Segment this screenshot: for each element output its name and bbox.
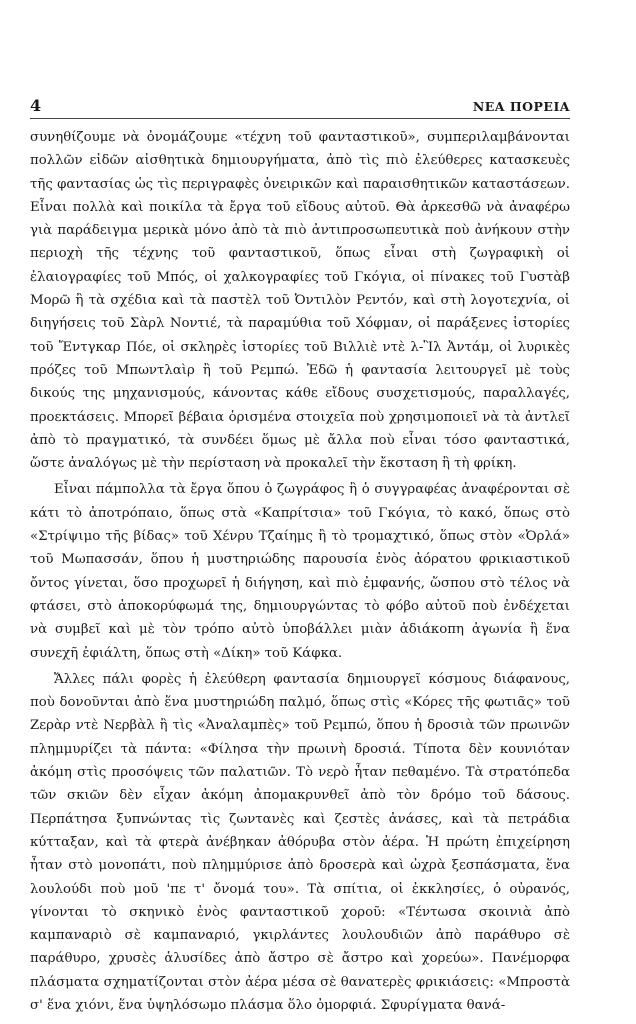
page-number: 4 — [30, 96, 42, 115]
paragraph-2: Εἶναι πάμπολλα τὰ ἔργα ὅπου ὁ ζωγράφος ἢ ὁ συγγραφέας ἀναφέρονται σὲ κάτι τὸ ἀποτρόπαιο, ὅπως στὰ «Καπρίτσια» τοῦ Γκόγια, τὸ κακό, ὅπως στὸ «Στρίψιμο τῆς βίδας» τοῦ Χένρυ Τζαίημς ἢ τὸ τρομαχτικό, ὅπως στὸν «Ὀρλά» τοῦ Μωπασσάν, ὅπου ἡ μυστηριώδης παρουσία ἑνὸς ἀόρατου φρικιαστικοῦ ὄντος γίνεται, ὅσο προχωρεῖ ἡ διήγηση, καὶ πιὸ ἐμφανής, ὥσπου στὸ τέλος νὰ φτάσει, στὸ ἀποκορύφωμά της, δημιουργώντας τὸ φόβο αὐτοῦ ποὺ ἐνδέχεται νὰ συμβεῖ καὶ μὲ τὸν τρόπο αὐτὸ ὑποβάλλει μιὰν ἀδιάκοπη ἀγωνία ἢ ἕνα συνεχῆ ἐφιάλτη, ὅπως στὴ «Δίκη» τοῦ Κάφκα. — [30, 482, 570, 661]
article-body — [30, 126, 570, 1017]
journal-title: ΝΕΑ ΠΟΡΕΙΑ — [472, 99, 570, 114]
paragraph-1: συνηθίζουμε νὰ ὀνομάζουμε «τέχνη τοῦ φανταστικοῦ», συμπεριλαμβάνονται πολλῶν εἰδῶν αἰσθητικὰ δημιουργήματα, ἀπὸ τὶς πιὸ ἐλεύθερες κατασκευὲς τῆς φαντασίας ὡς τὶς περιγραφὲς ὀνειρικῶν καὶ παραισθητικῶν καταστάσεων. Εἶναι πολλὰ καὶ ποικίλα τὰ ἔργα τοῦ εἴδους αὐτοῦ. Θὰ ἀρκεσθῶ νὰ ἀναφέρω γιὰ παράδειγμα μερικὰ μόνο ἀπὸ τὰ πιὸ ἀντιπροσωπευτικὰ ποὺ ἀνήκουν στὴν περιοχὴ τῆς τέχνης τοῦ φανταστικοῦ, ὅπως εἶναι στὴ ζωγραφικὴ οἱ ἐλαιογραφίες τοῦ Μπός, οἱ χαλκογραφίες τοῦ Γκόγια, οἱ πίνακες τοῦ Γυστὰβ Μορῶ ἢ τὰ σχέδια καὶ τὰ παστὲλ τοῦ Ὀντιλὸν Ρεντόν, καὶ στὴ λογοτεχνία, οἱ διηγήσεις τοῦ Σὰρλ Νοντιέ, τὰ παραμύθια τοῦ Χόφμαν, οἱ παράξενες ἱστορίες τοῦ Ἔντγκαρ Πόε, οἱ σκληρὲς ἱστορίες τοῦ Βιλλιὲ ντὲ λ-Ἲλ Ἀντάμ, οἱ λυρικὲς πρόζες τοῦ Μπωντλαὶρ ἢ τοῦ Ρεμπώ. Ἐδῶ ἡ φαντασία λειτουργεῖ μὲ τοὺς δικούς της μηχανισμούς, κάνοντας κάθε εἴδους συσχετισμούς, παραλλαγές, προεκτάσεις. Μπορεῖ βέβαια ὁρισμένα στοιχεῖα ποὺ χρησιμοποιεῖ νὰ τὰ ἀντλεῖ ἀπὸ τὸ πραγματικό, τὰ συνδέει ὅμως μὲ ἄλλα ποὺ εἶναι τόσο φανταστικά, ὥστε ἀναλόγως μὲ τὴν περίσταση νὰ προκαλεῖ τὴν ἔκσταση ἢ τὴ φρίκη. — [30, 130, 570, 472]
paragraph-3: Ἄλλες πάλι φορὲς ἡ ἐλεύθερη φαντασία δημιουργεῖ κόσμους διάφανους, ποὺ δονοῦνται ἀπὸ ἕνα μυστηριώδη παλμό, ὅπως στὶς «Κόρες τῆς φωτιᾶς» τοῦ Ζερὰρ ντὲ Νερβὰλ ἢ τὶς «Ἀναλαμπὲς» τοῦ Ρεμπώ, ὅπου ἡ δροσιὰ τῶν πρωινῶν πλημμυρίζει τὰ πάντα: «Φίλησα τὴν πρωινὴ δροσιά. Τίποτα δὲν κουνιόταν ἀκόμη στὶς προσόψεις τῶν παλατιῶν. Τὸ νερὸ ἦταν πεθαμένο. Τὰ στρατόπεδα τῶν σκιῶν δὲν εἶχαν ἀκόμη ἀπομακρυνθεῖ ἀπὸ τὸν δρόμο τοῦ δάσους. Περπάτησα ξυπνώντας τὶς ζωντανὲς καὶ ζεστὲς ἀνάσες, καὶ τὰ πετράδια κύτταξαν, καὶ τὰ φτερὰ ἀνέβηκαν ἀθόρυβα στὸν ἀέρα. Ἡ πρώτη ἐπιχείρηση ἦταν στὸ μονοπάτι, ποὺ πλημμύρισε ἀπὸ δροσερὰ καὶ ὠχρὰ ξεσπάσματα, ἕνα λουλούδι ποὺ μοῦ 'πε τ' ὄνομά του». Τὰ σπίτια, οἱ ἐκκλησίες, ὁ οὐρανός, γίνονται τὸ σκηνικὸ ἑνὸς φανταστικοῦ χοροῦ: «Τέντωσα σκοινιὰ ἀπὸ καμπαναριὸ σὲ καμπαναριό, γκιρλάντες λουλουδιῶν ἀπὸ παράθυρο σὲ παράθυρο, χρυσὲς ἁλυσίδες ἀπὸ ἄστρο σὲ ἄστρο καὶ χορεύω». Πανέμορφα πλάσματα σχηματίζονται στὸν ἀέρα μέσα σὲ θανατερὲς φρικιάσεις: «Μπροστὰ σ' ἕνα χιόνι, ἕνα ὑψηλόσωμο πλάσμα ὅλο ὀμορφιά. Σφυρίγματα θανά- — [30, 671, 570, 1013]
running-header — [30, 96, 570, 119]
